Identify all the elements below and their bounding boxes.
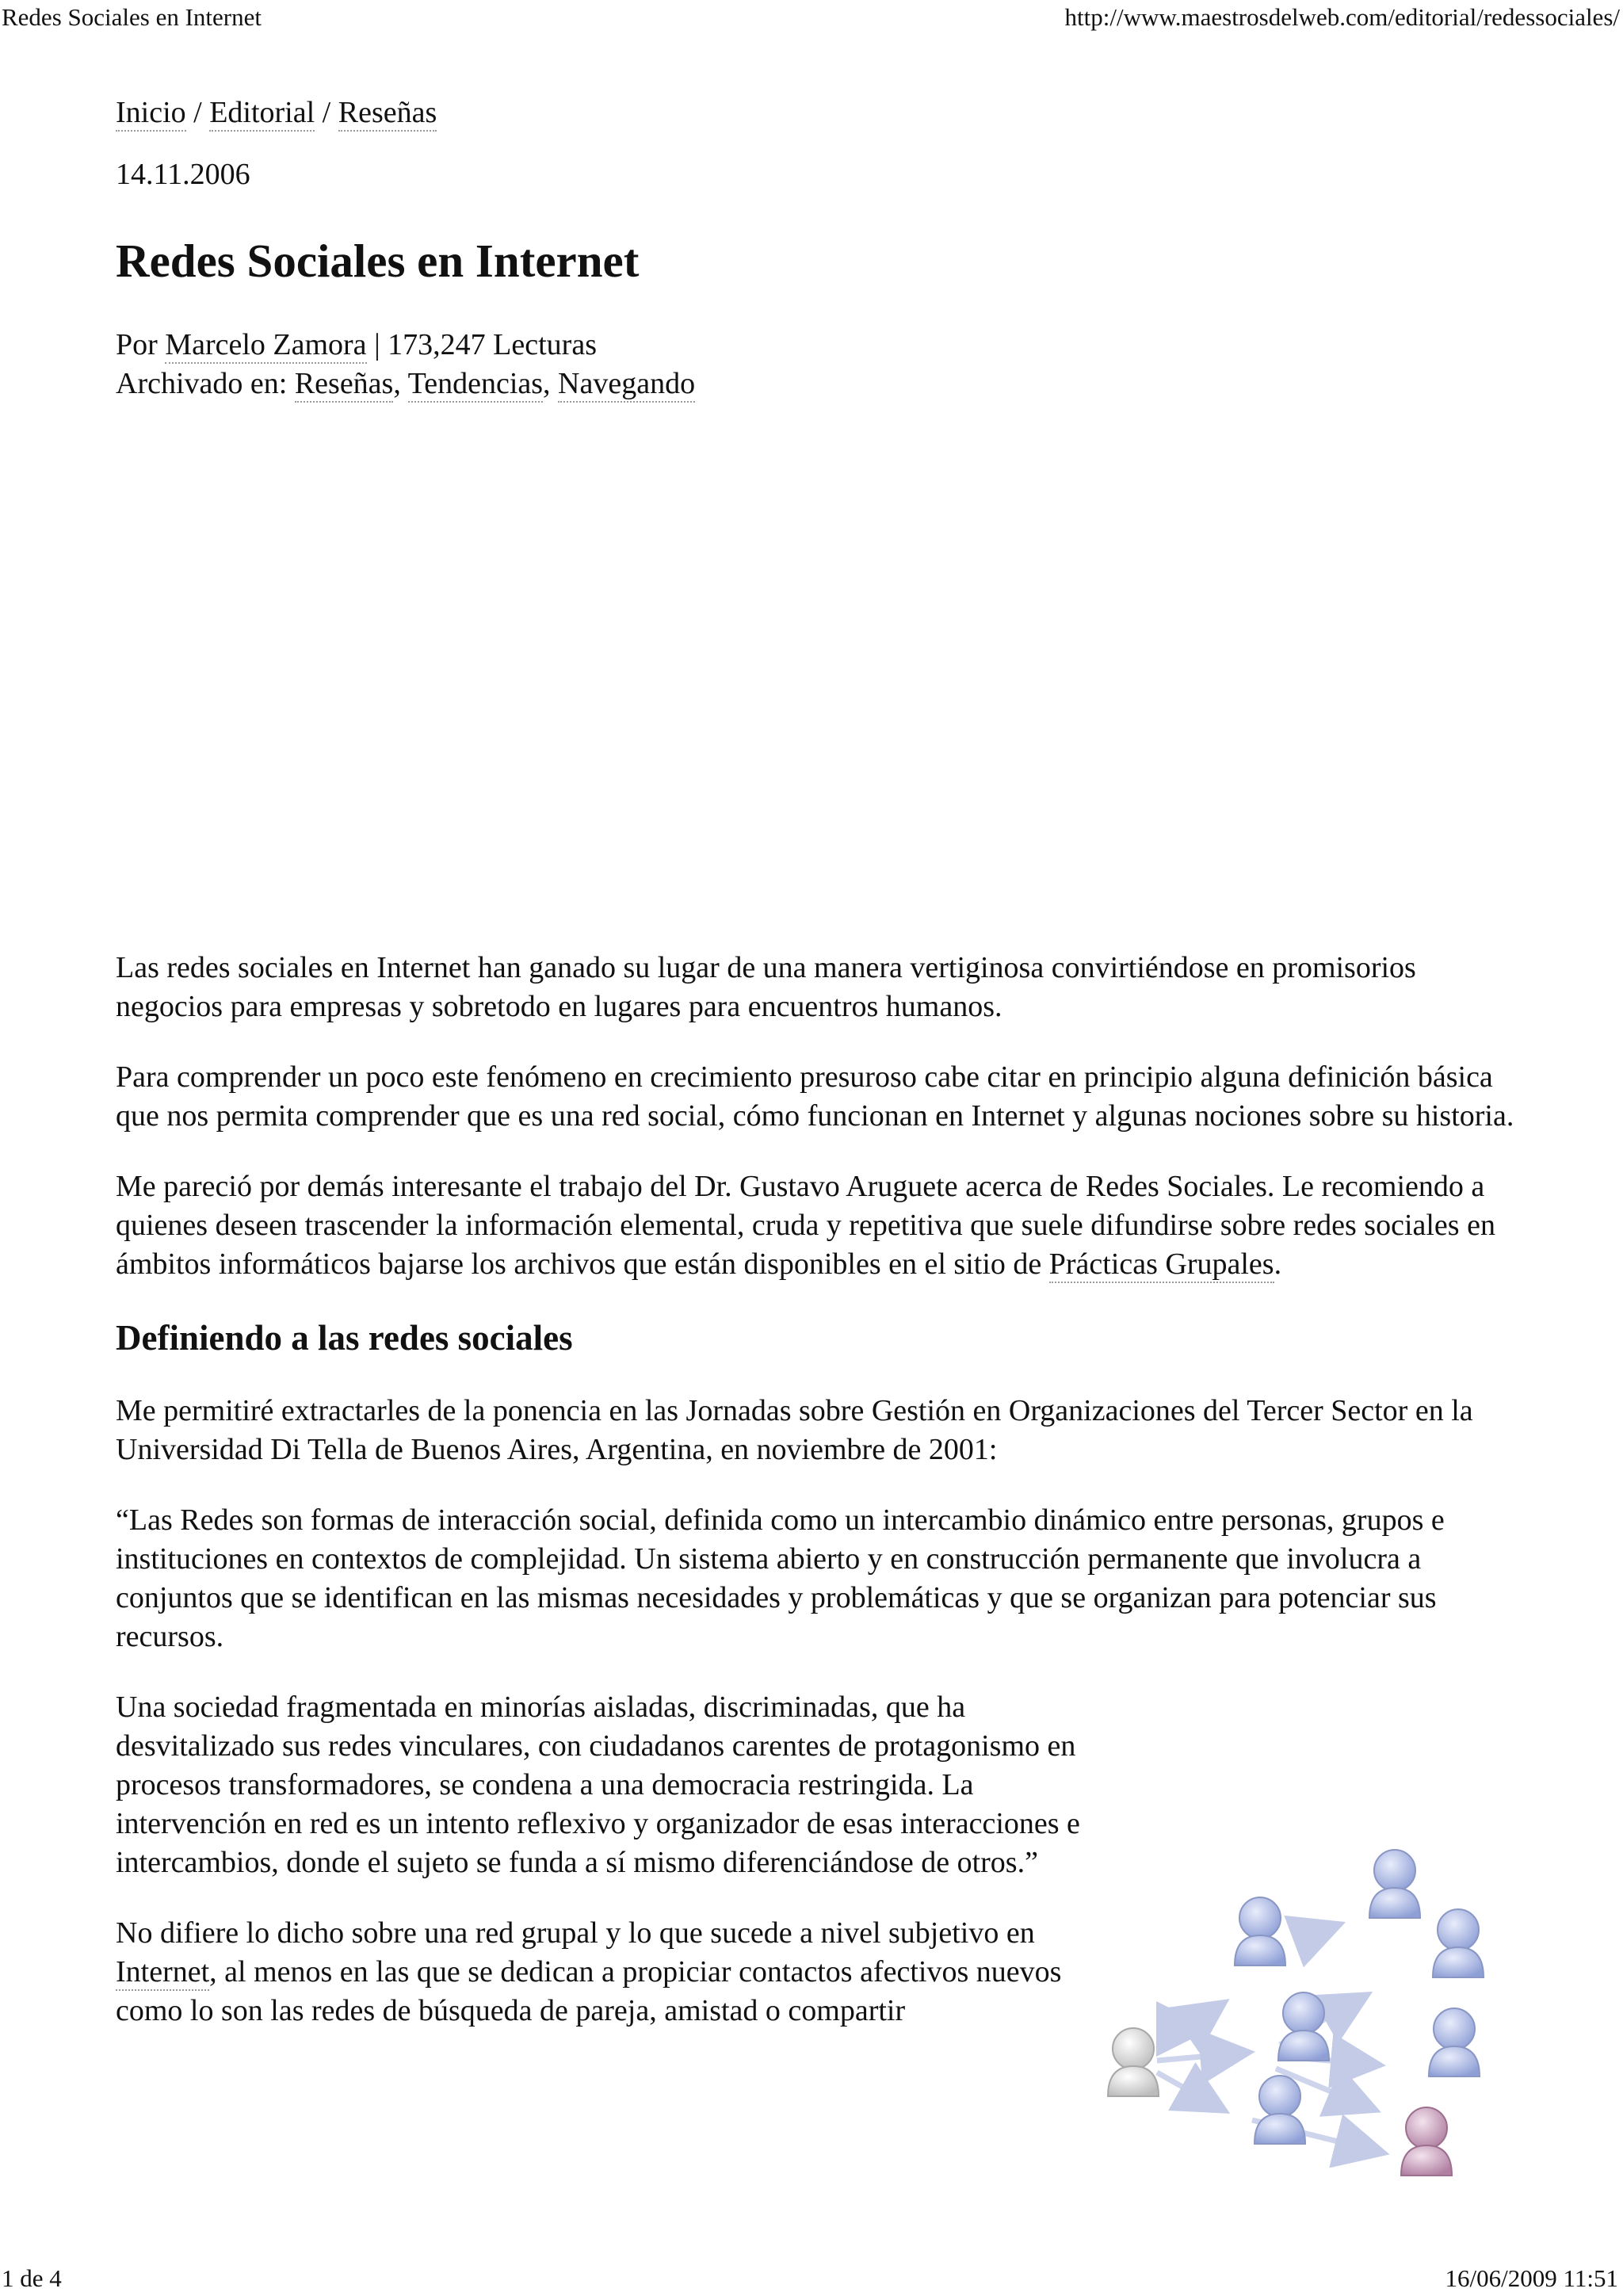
person-icon [1401, 2107, 1452, 2176]
author-line [116, 326, 1518, 365]
internet-link[interactable]: Internet [116, 1955, 209, 1991]
article-content [116, 94, 1518, 2062]
paragraph-definition: Para comprender un poco este fenómeno en crecimiento presuroso cabe citar en principio alguna definición básica que nos permita comprender que es una red social, cómo funcionan en Internet y algunas nociones sobre su historia. [116, 1060, 1514, 1133]
practicas-grupales-link[interactable]: Prácticas Grupales [1049, 1247, 1274, 1283]
blank-area [116, 403, 1518, 949]
filed-prefix: Archivado en: [116, 367, 295, 400]
paragraph-ponencia: Me permitiré extractarles de la ponencia en las Jornadas sobre Gestión en Organizaciones del Tercer Sector en la Universidad Di Tella de Buenos Aires, Argentina, en noviembre de 2001: [116, 1394, 1473, 1466]
breadcrumb-separator: / [315, 96, 338, 129]
breadcrumb-link-editorial[interactable]: Editorial [209, 96, 315, 132]
breadcrumb-separator: / [185, 96, 210, 129]
paragraph-internet [116, 1914, 1083, 2030]
person-icon [1254, 2076, 1305, 2144]
paragraph-end: , al menos en las que se dedican a propiciar contactos afectivos nuevos como lo son las redes de búsqueda de pareja, amistad o compartir [116, 1955, 1062, 2027]
byline [116, 326, 1518, 403]
category-line: Archivado en: Reseñas, Tendencias, Navegando [116, 365, 1518, 403]
page-title: Redes Sociales en Internet [116, 235, 640, 287]
print-footer [0, 2261, 1623, 2296]
author-link[interactable]: Marcelo Zamora [165, 328, 366, 364]
person-icon [1429, 2008, 1480, 2076]
footer-datetime: 16/06/2009 11:51 [1445, 2264, 1618, 2292]
by-prefix: Por [116, 328, 166, 361]
print-header [0, 0, 1623, 35]
breadcrumb-link-resenas[interactable]: Reseñas [338, 96, 437, 132]
person-icon [1433, 1909, 1484, 1977]
paragraph-end: . [1274, 1247, 1282, 1281]
category-link-resenas[interactable]: Reseñas [295, 367, 394, 403]
category-link-tendencias[interactable]: Tendencias [408, 367, 543, 403]
paragraph-intro: Las redes sociales en Internet han ganado su lugar de una manera vertiginosa convirtiéndose en promisorios negocios para empresas y sobretodo en lugares para encuentros humanos. [116, 951, 1416, 1023]
header-url: http://www.maestrosdelweb.com/editorial/redessociales/ [1064, 3, 1620, 31]
article-date: 14.11.2006 [116, 158, 250, 191]
paragraph-aruguete [116, 1167, 1518, 1284]
social-network-diagram-icon [1094, 1847, 1514, 2211]
person-icon [1278, 1992, 1329, 2061]
header-page-title: Redes Sociales en Internet [2, 3, 262, 31]
read-count: | 173,247 Lecturas [366, 328, 597, 361]
category-link-navegando[interactable]: Navegando [558, 367, 695, 403]
paragraph-quote-continued: Una sociedad fragmentada en minorías aisladas, discriminadas, que ha desvitalizado sus redes vinculares, con ciudadanos carentes de protagonismo en procesos transformadores, se condena a una democracia restringida. La intervención en red es un intento reflexivo y organizador de esas interacciones e intercambios, donde el sujeto se funda a sí mismo diferenciándose de otros.” [116, 1690, 1080, 1879]
breadcrumb-link-inicio[interactable]: Inicio [116, 96, 186, 132]
paragraph-text: No difiere lo dicho sobre una red grupal y lo que sucede a nivel subjetivo en [116, 1916, 1035, 1950]
paragraph-text: Me pareció por demás interesante el trabajo del Dr. Gustavo Aruguete acerca de Redes Sociales. Le recomiendo a quienes deseen trascender la información elemental, cruda y repetitiva que suele difundirse sobre redes sociales en ámbitos informáticos bajarse los archivos que están disponibles en el sitio de [116, 1170, 1495, 1281]
person-icon [1235, 1897, 1285, 1966]
breadcrumb [116, 94, 1518, 132]
paragraph-quote: “Las Redes son formas de interacción social, definida como un intercambio dinámico entre personas, grupos e instituciones en contextos de complejidad. Un sistema abierto y en construcción permanente que involucra a conjuntos que se identifican en las mismas necesidades y problemáticas y que se organizan para potenciar sus recursos. [116, 1503, 1445, 1653]
section-heading: Definiendo a las redes sociales [116, 1318, 573, 1358]
footer-page-count: 1 de 4 [2, 2264, 62, 2292]
person-icon [1108, 2028, 1159, 2096]
person-icon [1369, 1850, 1420, 1918]
